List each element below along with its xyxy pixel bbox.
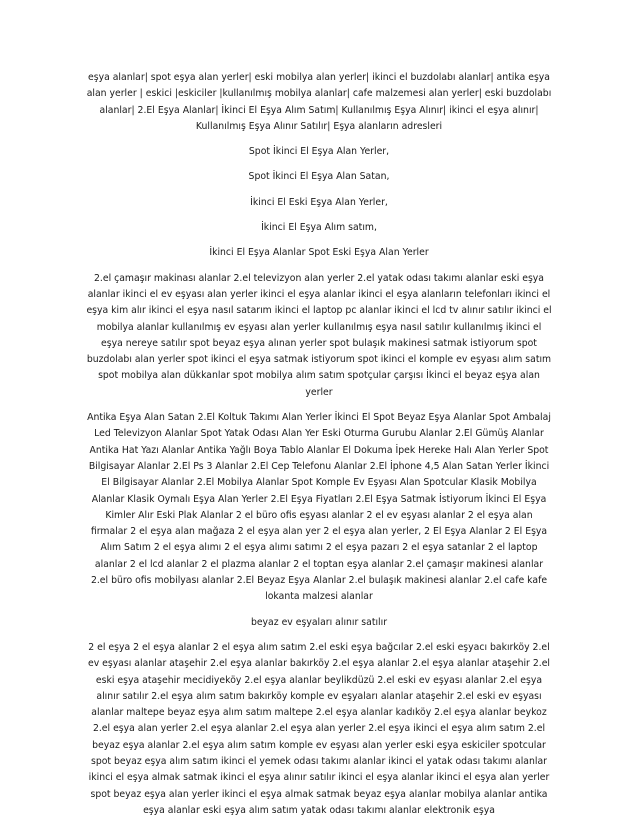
heading-2: Spot İkinci El Eşya Alan Satan, — [248, 171, 390, 183]
subheading: beyaz ev eşyaları alınır satılır — [250, 616, 388, 628]
heading-3: İkinci El Eski Eşya Alan Yerler, — [250, 196, 388, 208]
heading-4: İkinci El Eşya Alım satım, — [261, 222, 377, 234]
paragraph-2: Antika Eşya Alan Satan 2.El Koltuk Takımı Alan Yerler İkinci El Spot Beyaz Eşya Alanlar Spot Ambalaj Led Televizyon Alanlar Spot Yatak Odası Alan Yer Eski Oturma Gurubu Alanlar 2.El Gümüş Alanlar Antika Hat Yazı Alanlar Antika Yağlı Boya Tablo Alanlar El Dokuma İpek Hereke Halı Alan Yerler Spot Bilgisayar Alanlar 2.El Ps 3 Alanlar 2.El Cep Telefonu Alanlar 2.El İphone 4,5 Alan Satan Yerler İkinci El Bilgisayar Alanlar 2.El Mobilya Alanlar Spot Komple Ev Eşyası Alan Spotcular Klasik Mobilya Alanlar Klasik Oymalı Eşya Alan Yerler 2.El Eşya Fiyatları 2.El Eşya Satmak İstiyorum İkinci El Eşya Kimler Alır Eski Plak Alanlar 2 el büro ofis eşyası alanlar 2 el ev eşyası alanlar 2 el eşya alan firmalar 2 el eşya alan mağaza 2 el eşya alan yer 2 el eşya alan yerler, 2 El Eşya Alanlar 2 El Eşya Alım Satım 2 el eşya alımı 2 el eşya alımı satımı 2 el eşya pazarı 2 el eşya satanlar 2 el laptop alanlar 2 el lcd alanlar 2 el plazma alanlar 2 el toptan eşya alanlar 2.el çamaşır makinesi alanlar 2.el büro ofis mobilyası alanlar 2.El Beyaz Eşya Alanlar 2.el bulaşık makinesi alanlar 2.el cafe kafe lokanta malzesi alanlar — [87, 412, 551, 603]
paragraph-1: 2.el çamaşır makinası alanlar 2.el televizyon alan yerler 2.el yatak odası takımı alanlar eski eşya alanlar ikinci el ev eşyası alan yerler ikinci el eşya alanlar ikinci el eşya alanların telefonları ikinci el eşya kim alır ikinci el eşya nasıl satarım ikinci el laptop pc alanlar ikinci el lcd tv alınır satılır ikinci el mobilya alanlar kullanılmış ev eşyası alan yerler kullanılmış eşya nasıl satılır kullanılmış ikinci el eşya nereye satılır spot beyaz eşya alınan yerler spot bulaşık makinesi satmak istiyorum spot buzdolabı alan yerler spot ikinci el eşya satmak istiyorum spot ikinci el komple ev eşyası alım satım spot mobilya alan dükkanlar spot mobilya alım satım spotçular çarşısı İkinci el beyaz eşya alan yerler — [86, 272, 552, 398]
intro-keywords: eşya alanlar| spot eşya alan yerler| eski mobilya alan yerler| ikinci el buzdolabı alanlar| antika eşya alan yerler | eskici |eskiciler |kullanılmış mobilya alanlar| cafe malzemesi alan yerler| eski buzdolabı alanlar| 2.El Eşya Alanlar| İkinci El Eşya Alım Satım| Kullanılmış Eşya Alınır| ikinci el eşya alınır| Kullanılmış Eşya Alınır Satılır| Eşya alanların adresleri — [86, 72, 552, 132]
heading-5: İkinci El Eşya Alanlar Spot Eski Eşya Alan Yerler — [209, 247, 429, 259]
document-page — [86, 70, 552, 828]
heading-1: Spot İkinci El Eşya Alan Yerler, — [248, 146, 390, 158]
paragraph-3: 2 el eşya 2 el eşya alanlar 2 el eşya alım satım 2.el eski eşya bağcılar 2.el eski eşyacı bakırköy 2.el ev eşyası alanlar ataşehir 2.el eşya alanlar bakırköy 2.el eşya alanlar 2.el eşya alanlar ataşehir 2.el eski eşya ataşehir mecidiyeköy 2.el eşya alanlar beylikdüzü 2.el eski ev eşyası alanlar 2.el eşya alınır satılır 2.el eşya alım satım bakırköy komple ev eşyaları alanlar ataşehir 2.el eski ev eşyası alanlar maltepe beyaz eşya alım satım maltepe 2.el eşya alanlar kadıköy 2.el eşya alanlar beykoz 2.el eşya alan yerler 2.el eşya alanlar 2.el eşya alan yerler 2.el eşya ikinci el eşya alım satım 2.el beyaz eşya alanlar 2.el eşya alım satım komple ev eşyası alan yerler eski eşya eskiciler spotcular spot beyaz eşya alım satım ikinci el yemek odası takımı alanlar ikinci el yatak odası takımı alanlar ikinci el eşya almak satmak ikinci el eşya alınır satılır ikinci el eşya alanlar ikinci el eşya alan yerler spot beyaz eşya alan yerler ikinci el eşya almak satmak beyaz eşya alanlar mobilya alanlar antika eşya alanlar eski eşya alım satım yatak odası takımı alanlar elektronik eşya — [87, 641, 551, 816]
